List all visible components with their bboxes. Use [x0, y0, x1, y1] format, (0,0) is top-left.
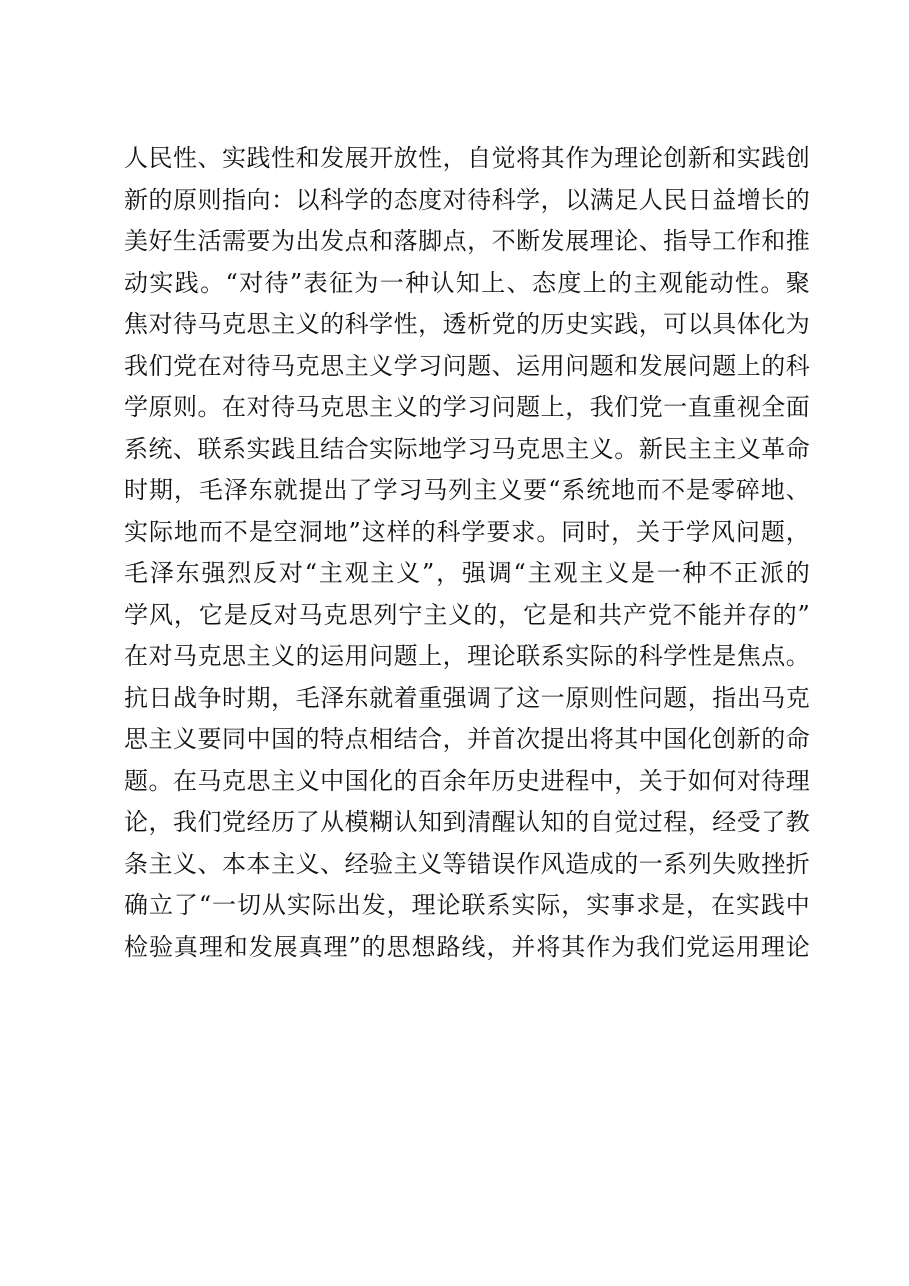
- text-line-8: 系统、联系实践且结合实际地学习马克思主义。新民主主义革命: [124, 434, 810, 463]
- text-line-18: 条主义、本本主义、经验主义等错误作风造成的一系列失败挫折: [124, 849, 810, 878]
- text-line-17: 论，我们党经历了从模糊认知到清醒认知的自觉过程，经受了教: [124, 808, 810, 836]
- text-line-16: 题。在马克思主义中国化的百余年历史进程中，关于如何对待理: [124, 766, 810, 795]
- text-line-13: 在对马克思主义的运用问题上，理论联系实际的科学性是焦点。: [124, 642, 810, 670]
- text-line-19: 确立了“一切从实际出发，理论联系实际，实事求是，在实践中: [124, 891, 810, 919]
- text-line-11: 毛泽东强烈反对“主观主义”，强调“主观主义是一种不正派的: [124, 559, 810, 587]
- text-line-5: 焦对待马克思主义的科学性，透析党的历史实践，可以具体化为: [124, 310, 810, 338]
- text-line-1: 人民性、实践性和发展开放性，自觉将其作为理论创新和实践创: [124, 144, 810, 172]
- text-line-7: 学原则。在对待马克思主义的学习问题上，我们党一直重视全面: [124, 393, 810, 421]
- text-line-14: 抗日战争时期，毛泽东就着重强调了这一原则性问题，指出马克: [124, 683, 810, 712]
- body-paragraph: [124, 138, 810, 968]
- text-line-6: 我们党在对待马克思主义学习问题、运用问题和发展问题上的科: [124, 351, 810, 380]
- text-line-20: 检验真理和发展真理”的思想路线，并将其作为我们党运用理论: [124, 932, 810, 961]
- text-line-9: 时期，毛泽东就提出了学习马列主义要“系统地而不是零碎地、: [124, 476, 810, 504]
- text-line-12: 学风，它是反对马克思列宁主义的，它是和共产党不能并存的”: [124, 600, 810, 629]
- text-line-4: 动实践。“对待”表征为一种认知上、态度上的主观能动性。聚: [124, 268, 810, 297]
- text-line-10: 实际地而不是空洞地”这样的科学要求。同时，关于学风问题，: [124, 517, 810, 546]
- text-line-3: 美好生活需要为出发点和落脚点，不断发展理论、指导工作和推: [124, 227, 810, 255]
- text-line-2: 新的原则指向：以科学的态度对待科学，以满足人民日益增长的: [124, 185, 810, 214]
- text-line-15: 思主义要同中国的特点相结合，并首次提出将其中国化创新的命: [124, 725, 810, 753]
